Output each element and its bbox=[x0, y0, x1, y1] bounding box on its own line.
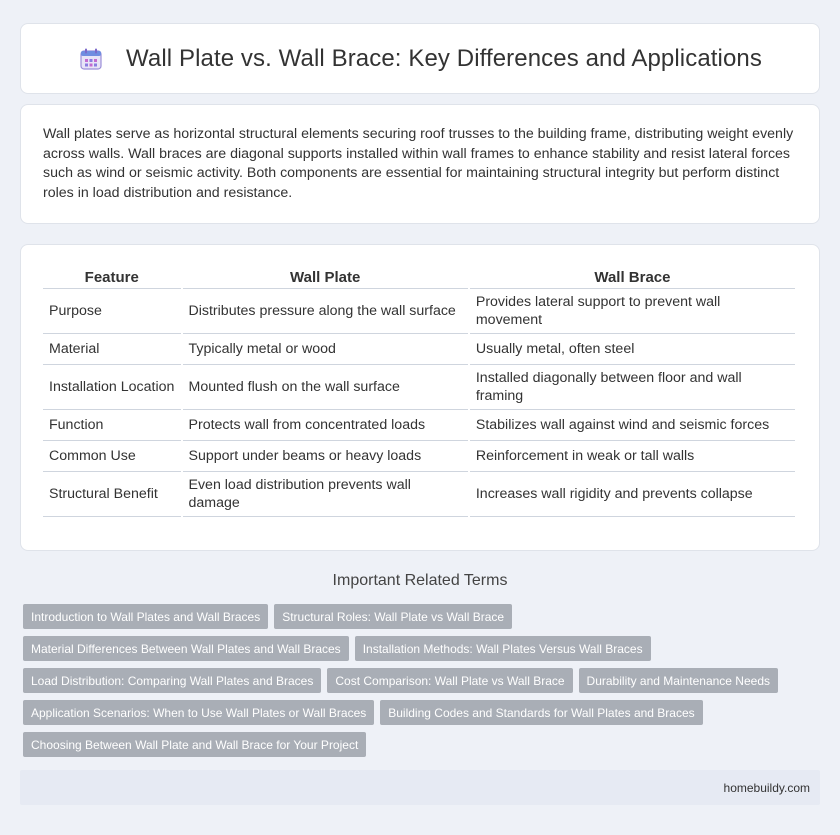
wall-plate-cell: Even load distribution prevents wall damage bbox=[183, 472, 468, 517]
table-row bbox=[43, 289, 795, 334]
page-title: Wall Plate vs. Wall Brace: Key Differences and Applications bbox=[126, 44, 762, 72]
feature-cell: Installation Location bbox=[43, 365, 181, 410]
comparison-table bbox=[41, 263, 797, 517]
wall-brace-cell: Stabilizes wall against wind and seismic forces bbox=[470, 410, 795, 441]
related-terms-list bbox=[23, 604, 813, 764]
header-wall-brace: Wall Brace bbox=[470, 263, 795, 289]
feature-cell: Purpose bbox=[43, 289, 181, 334]
related-term-tag[interactable]: Installation Methods: Wall Plates Versus Wall Braces bbox=[355, 636, 651, 661]
calendar-icon bbox=[78, 46, 104, 72]
header-wall-plate: Wall Plate bbox=[183, 263, 468, 289]
table-row bbox=[43, 334, 795, 365]
related-term-tag[interactable]: Load Distribution: Comparing Wall Plates and Braces bbox=[23, 668, 321, 693]
table-row bbox=[43, 410, 795, 441]
related-term-tag[interactable]: Building Codes and Standards for Wall Plates and Braces bbox=[380, 700, 702, 725]
related-term-tag[interactable]: Cost Comparison: Wall Plate vs Wall Brace bbox=[327, 668, 572, 693]
wall-brace-cell: Increases wall rigidity and prevents collapse bbox=[470, 472, 795, 517]
wall-brace-cell: Installed diagonally between floor and wall framing bbox=[470, 365, 795, 410]
wall-plate-cell: Mounted flush on the wall surface bbox=[183, 365, 468, 410]
wall-plate-cell: Distributes pressure along the wall surface bbox=[183, 289, 468, 334]
table-header-row bbox=[43, 263, 795, 289]
header-feature: Feature bbox=[43, 263, 181, 289]
table-row bbox=[43, 472, 795, 517]
table-row bbox=[43, 441, 795, 472]
wall-brace-cell: Provides lateral support to prevent wall movement bbox=[470, 289, 795, 334]
footer-site: homebuildy.com bbox=[723, 781, 810, 795]
feature-cell: Material bbox=[43, 334, 181, 365]
wall-plate-cell: Protects wall from concentrated loads bbox=[183, 410, 468, 441]
related-term-tag[interactable]: Choosing Between Wall Plate and Wall Brace for Your Project bbox=[23, 732, 366, 757]
feature-cell: Function bbox=[43, 410, 181, 441]
related-term-tag[interactable]: Material Differences Between Wall Plates and Wall Braces bbox=[23, 636, 349, 661]
feature-cell: Structural Benefit bbox=[43, 472, 181, 517]
header-card bbox=[20, 23, 820, 94]
wall-brace-cell: Reinforcement in weak or tall walls bbox=[470, 441, 795, 472]
table-row bbox=[43, 365, 795, 410]
wall-plate-cell: Typically metal or wood bbox=[183, 334, 468, 365]
footer bbox=[20, 770, 820, 805]
wall-brace-cell: Usually metal, often steel bbox=[470, 334, 795, 365]
intro-text: Wall plates serve as horizontal structural elements securing roof trusses to the building frame, distributing weight evenly across walls. Wall braces are diagonal supports installed within wall frames to enhance stability and resist lateral forces such as wind or seismic activity. Both components are essential for maintaining structural integrity but perform distinct roles in load distribution and resistance. bbox=[43, 126, 794, 201]
related-term-tag[interactable]: Structural Roles: Wall Plate vs Wall Brace bbox=[274, 604, 512, 629]
intro-card bbox=[20, 104, 820, 224]
related-terms-title: Important Related Terms bbox=[332, 572, 508, 589]
related-term-tag[interactable]: Durability and Maintenance Needs bbox=[579, 668, 778, 693]
related-term-tag[interactable]: Introduction to Wall Plates and Wall Braces bbox=[23, 604, 268, 629]
feature-cell: Common Use bbox=[43, 441, 181, 472]
wall-plate-cell: Support under beams or heavy loads bbox=[183, 441, 468, 472]
comparison-card bbox=[20, 244, 820, 551]
related-term-tag[interactable]: Application Scenarios: When to Use Wall Plates or Wall Braces bbox=[23, 700, 374, 725]
